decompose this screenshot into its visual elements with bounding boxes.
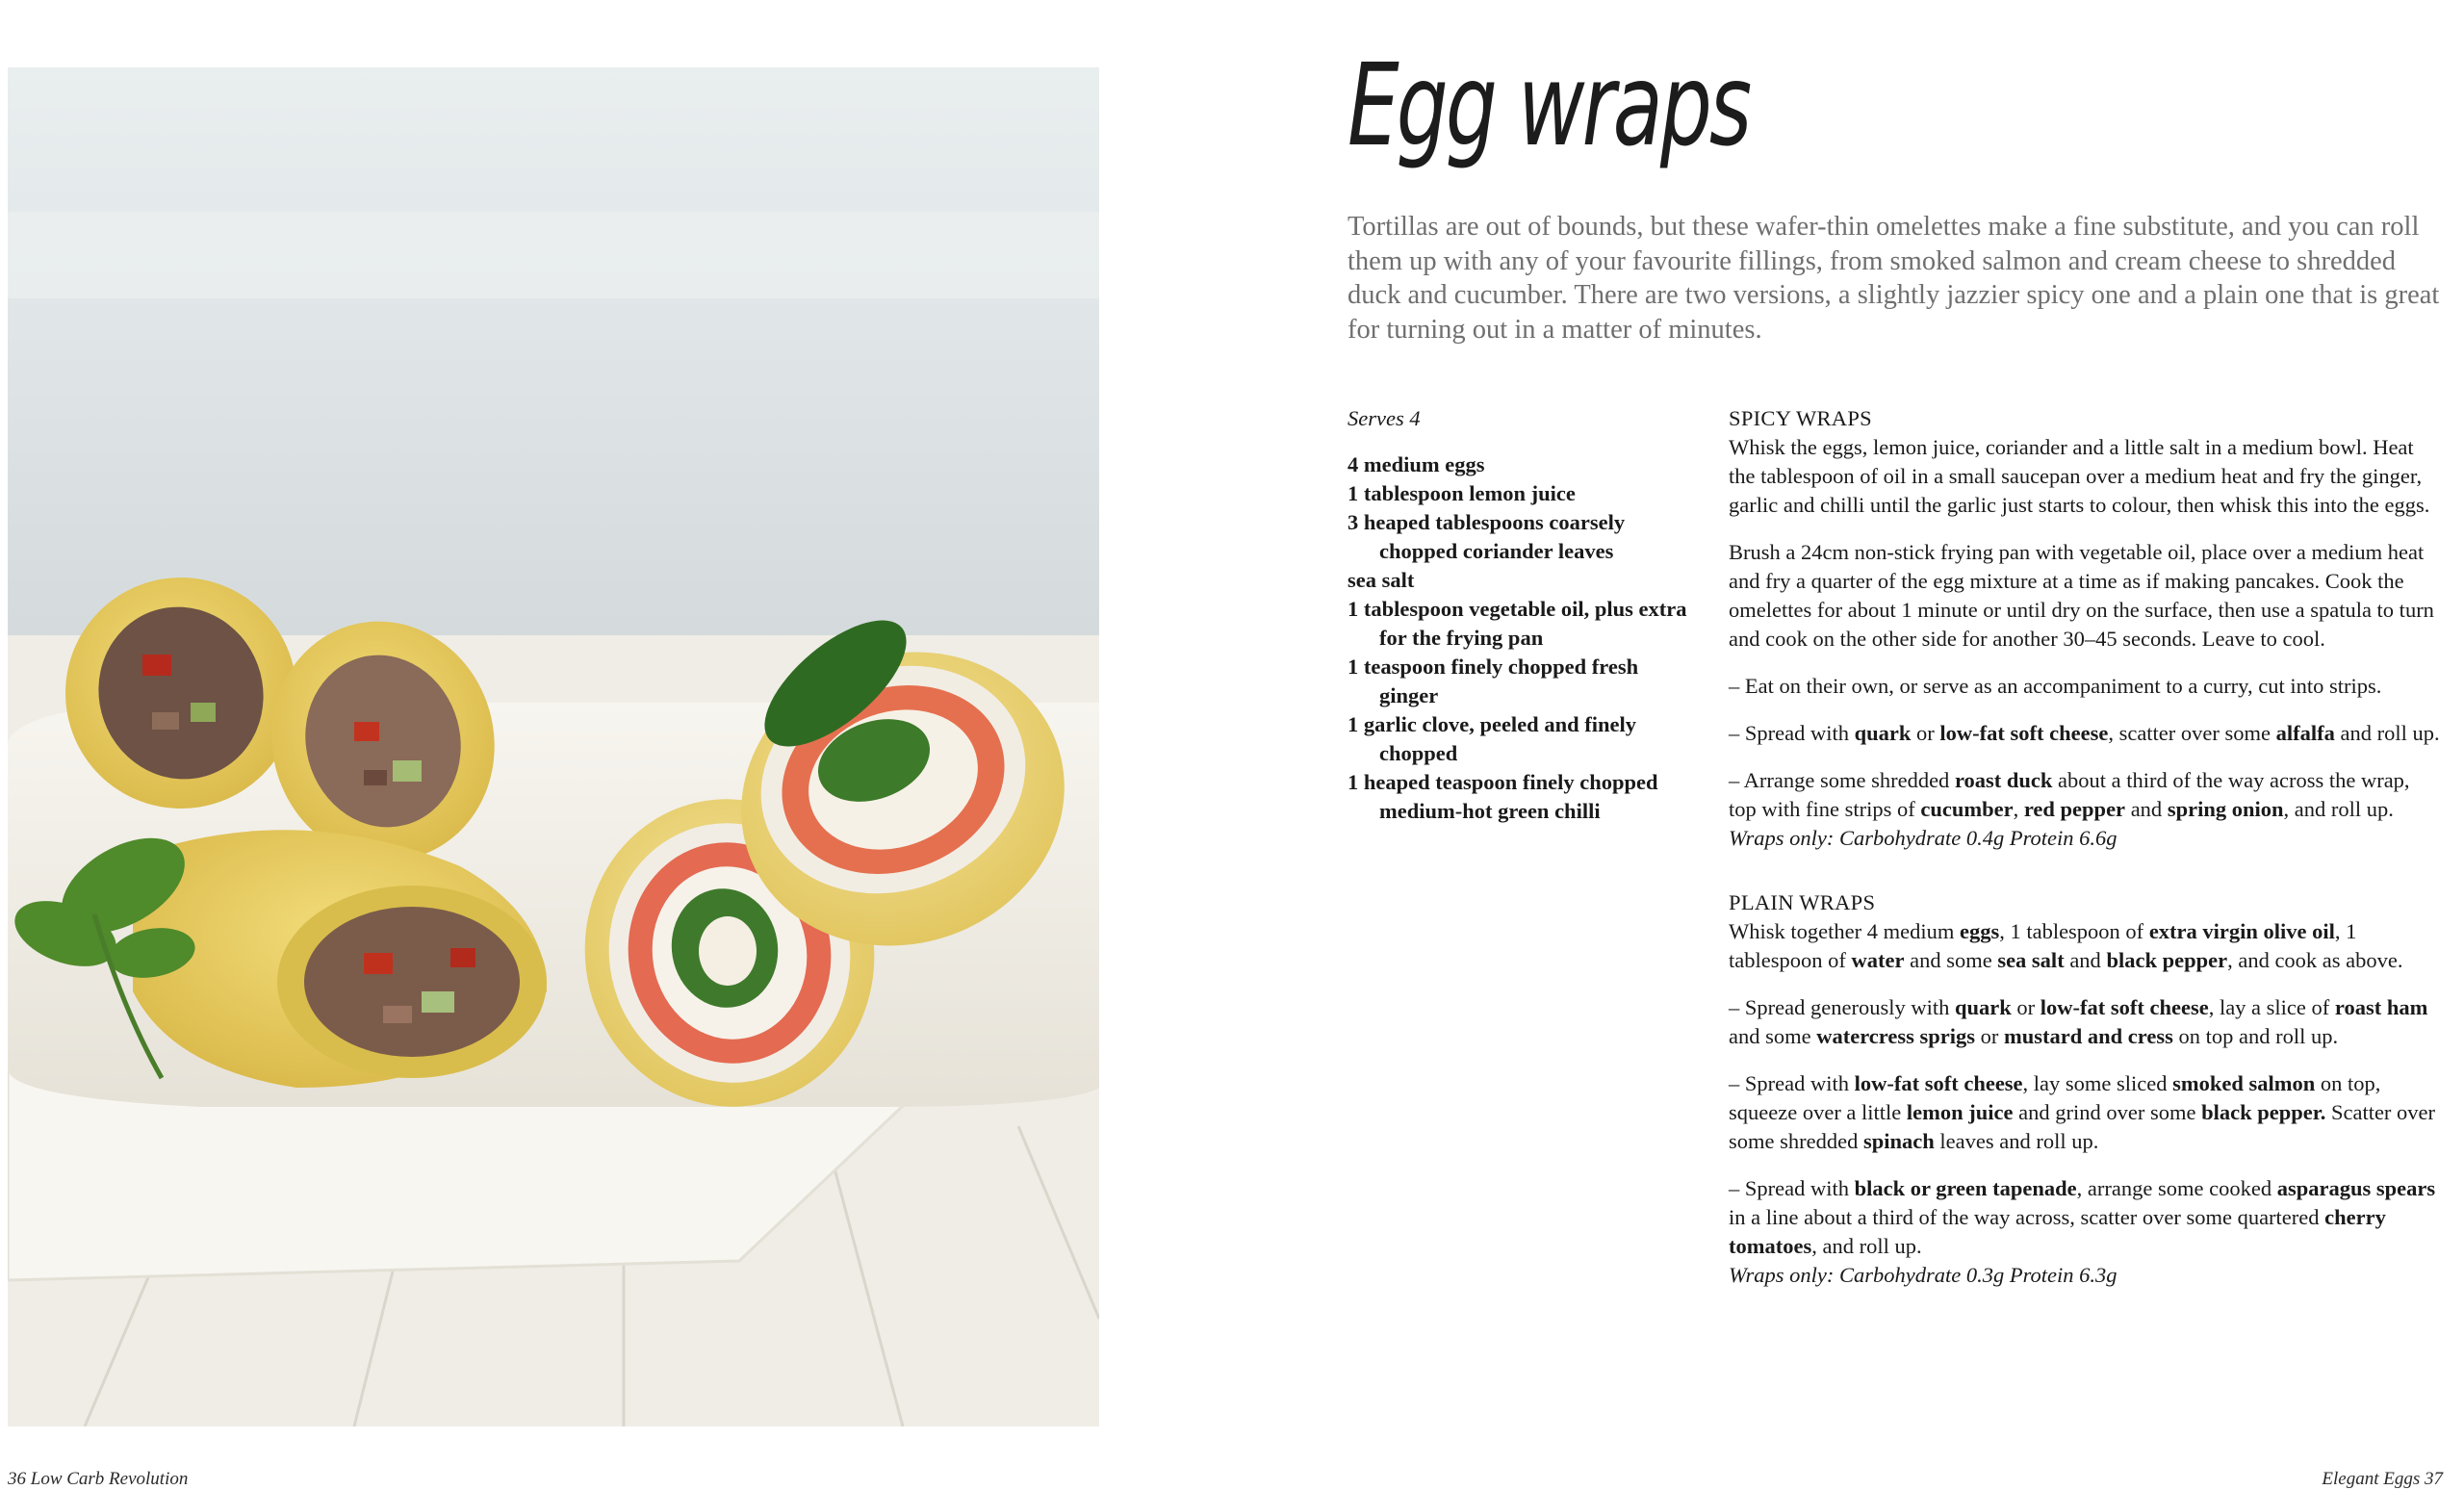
ingredient-item: 1 tablespoon lemon juice [1348, 481, 1576, 505]
plain-step: Whisk together 4 medium eggs, 1 tablespoon of extra virgin olive oil, 1 tablespoon of water and some sea salt and black pepper, and cook as above. [1729, 919, 2403, 972]
egg-wraps-photo [8, 67, 1099, 1426]
ingredients-column [1348, 404, 1694, 826]
photo-illustration [8, 67, 1099, 1426]
plain-nutrition: Wraps only: Carbohydrate 0.3g Protein 6.3g [1729, 1263, 2118, 1287]
ingredient-item: 1 garlic clove, peeled and finely chopped [1348, 712, 1636, 765]
ingredient-list [1348, 450, 1694, 826]
spicy-step-1: Whisk the eggs, lemon juice, coriander and a little salt in a medium bowl. Heat the tablespoon of oil in a small saucepan over a medium heat and fry the ginger, garlic and chilli until the garlic just starts to colour, then whisk this into the eggs. [1729, 435, 2430, 517]
method-column [1729, 404, 2441, 1290]
plain-variation-2: – Spread with low-fat soft cheese, lay some sliced smoked salmon on top, squeeze over a little lemon juice and grind over some black pepper. Scatter over some shredded spinach leaves and roll up. [1729, 1071, 2436, 1153]
plain-variation-1: – Spread generously with quark or low-fat soft cheese, lay a slice of roast ham and some watercress sprigs or mustard and cress on top and roll up. [1729, 995, 2428, 1048]
recipe-title: Egg wraps [1348, 39, 1750, 171]
ingredient-item: sea salt [1348, 568, 1415, 592]
spicy-variation-1: – Eat on their own, or serve as an accompaniment to a curry, cut into strips. [1729, 674, 2382, 698]
plain-wraps-heading: PLAIN WRAPS [1729, 890, 1876, 914]
spicy-nutrition: Wraps only: Carbohydrate 0.4g Protein 6.6g [1729, 826, 2118, 850]
ingredient-item: 1 tablespoon vegetable oil, plus extra for the frying pan [1348, 597, 1687, 650]
spicy-step-2: Brush a 24cm non-stick frying pan with vegetable oil, place over a medium heat and fry a quarter of the egg mixture at a time as if making pancakes. Cook the omelettes for about 1 minute or until dry on the surface, then use a spatula to turn and cook on the other side for another 30–45 seconds. Leave to cool. [1729, 540, 2434, 651]
ingredient-item: 1 heaped teaspoon finely chopped medium-hot green chilli [1348, 770, 1658, 823]
spicy-wraps-heading: SPICY WRAPS [1729, 406, 1872, 430]
page-footer-left: 36 Low Carb Revolution [8, 1469, 189, 1489]
plain-variation-3: – Spread with black or green tapenade, arrange some cooked asparagus spears in a line about a third of the way across, scatter over some quartered cherry tomatoes, and roll up. [1729, 1176, 2436, 1258]
ingredient-item: 1 teaspoon finely chopped fresh ginger [1348, 655, 1639, 707]
spicy-variation-2: – Spread with quark or low-fat soft cheese, scatter over some alfalfa and roll up. [1729, 721, 2440, 745]
ingredient-item: 3 heaped tablespoons coarsely chopped coriander leaves [1348, 510, 1626, 563]
page-footer-right: Elegant Eggs 37 [2322, 1469, 2443, 1489]
spicy-variation-3: – Arrange some shredded roast duck about a third of the way across the wrap, top with fine strips of cucumber, red pepper and spring onion, and roll up. [1729, 768, 2410, 821]
recipe-intro: Tortillas are out of bounds, but these wafer-thin omelettes make a fine substitute, and you can roll them up with any of your favourite fillings, from smoked salmon and cream cheese to shredded duck and cucumber. There are two versions, a slightly jazzier spicy one and a plain one that is great for turning out in a matter of minutes. [1348, 212, 2440, 345]
plain-wraps-section [1729, 888, 2441, 1290]
ingredient-item: 4 medium eggs [1348, 452, 1485, 476]
serves-count: Serves 4 [1348, 406, 1421, 430]
